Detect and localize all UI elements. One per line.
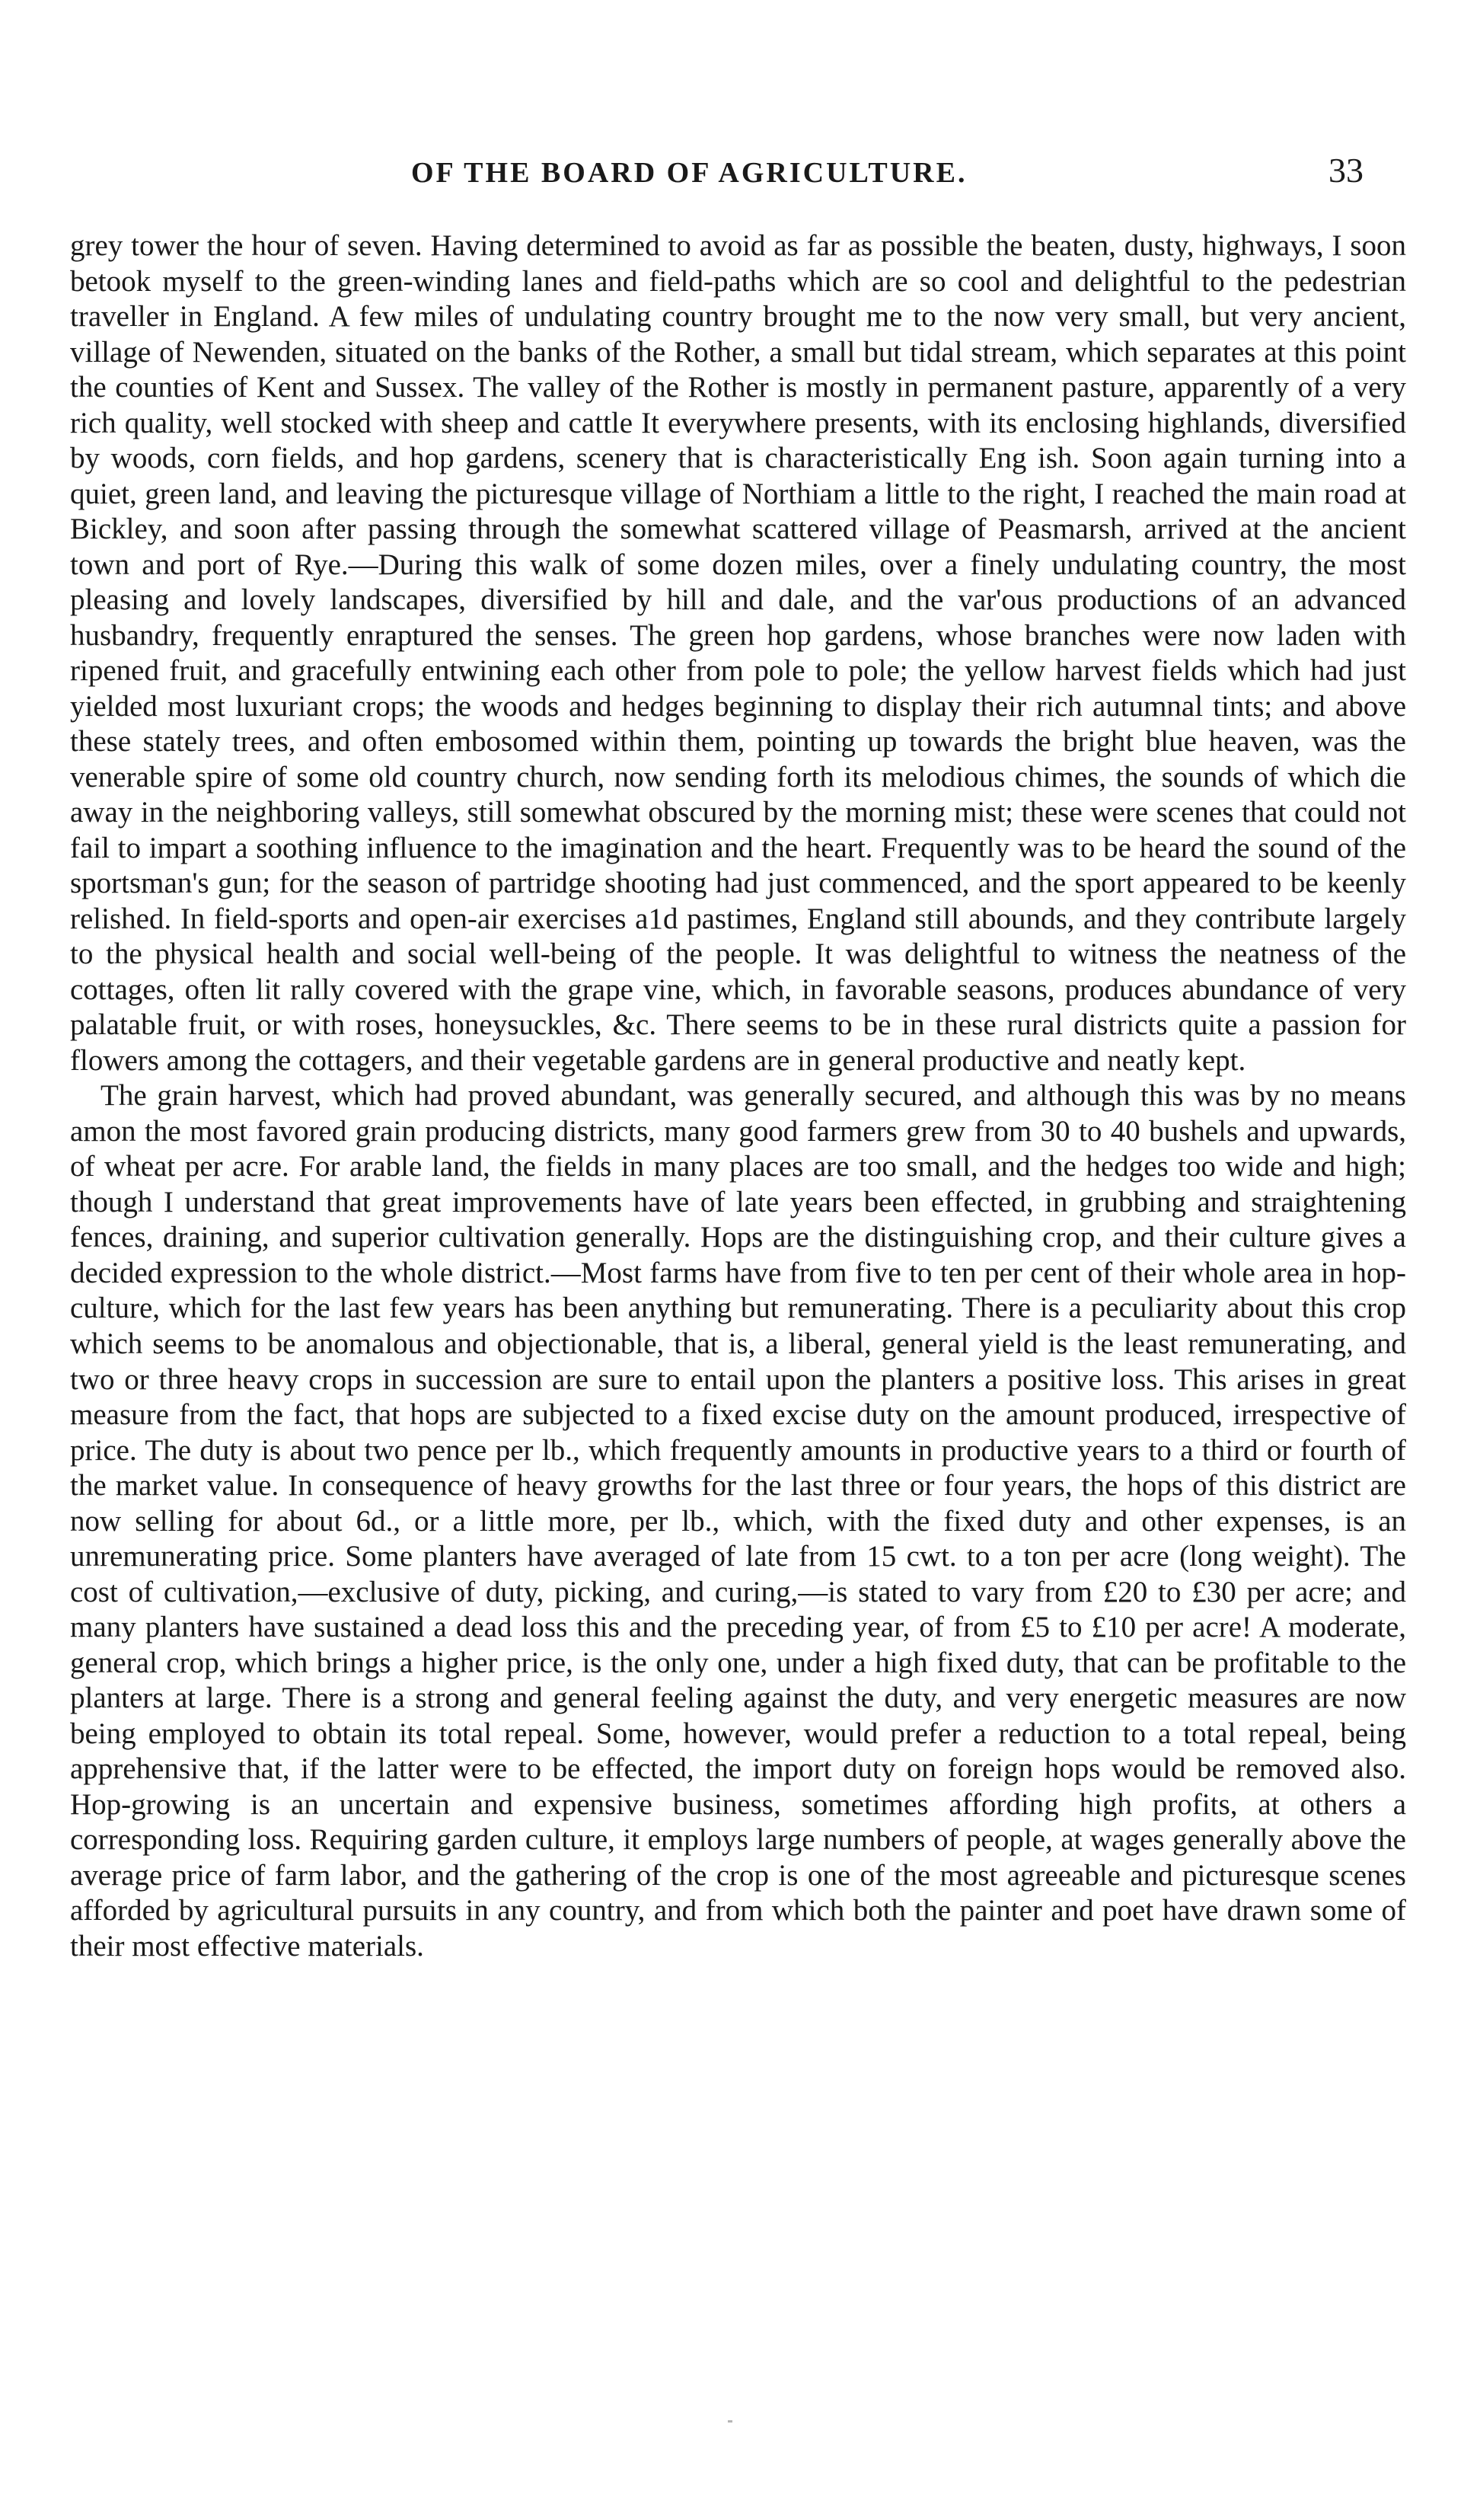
paragraph: The grain harvest, which had proved abundant, was generally secured, and although this was by no means amon the most favored grain producing districts, many good farmers grew from 30 to 40 bushels and upwards, of wheat per acre. For arable land, the fields in many places are too small, and the hedges too wide and high; though I understand that great improvements have of late years been effected, in grubbing and straightening fences, draining, and superior cultivation generally. Hops are the distinguishing crop, and their culture gives a decided expression to the whole district.—Most farms have from five to ten per cent of their whole area in hop-culture, which for the last few years has been anything but remunerating. There is a peculiarity about this crop which seems to be anomalous and objectionable, that is, a liberal, general yield is the least remunerating, and two or three heavy crops in succession are sure to entail upon the planters a positive loss. This arises in great measure from the fact, that hops are subjected to a fixed excise duty on the amount produced, irrespective of price. The duty is about two pence per lb., which frequently amounts in productive years to a third or fourth of the market value. In consequence of heavy growths for the last three or four years, the hops of this district are now selling for about 6d., or a little more, per lb., which, with the fixed duty and other expenses, is an unremunerating price. Some planters have averaged of late from 15 cwt. to a ton per acre (long weight). The cost of cultivation,—exclusive of duty, picking, and curing,—is stated to vary from £20 to £30 per acre; and many planters have sustained a dead loss this and the preceding year, of from £5 to £10 per acre! A moderate, general crop, which brings a higher price, is the only one, under a high fixed duty, that can be profitable to the planters at large. There is a strong and general feeling against the duty, and very energetic measures are now being employed to obtain its total repeal. Some, however, would prefer a reduction to a total repeal, being apprehensive that, if the latter were to be effected, the import duty on foreign hops would be removed also. Hop-growing is an uncertain and expensive business, sometimes affording high profits, at others a corresponding loss. Requiring garden culture, it employs large numbers of people, at wages generally above the average price of farm labor, and the gathering of the crop is one of the most agreeable and picturesque scenes afforded by agricultural pursuits in any country, and from which both the painter and poet have drawn some of their most effective materials. xyxy=(70,1079,1406,1963)
page-number: 33 xyxy=(1328,151,1364,190)
running-head xyxy=(0,151,1464,202)
running-title: OF THE BOARD OF AGRICULTURE. xyxy=(411,157,968,189)
paragraph: grey tower the hour of seven. Having determined to avoid as far as possible the beaten, dusty, highways, I soon betook myself to the green-winding lanes and field-paths which are so cool and delightful to the pedestrian traveller in England. A few miles of undulating country brought me to the now very small, but very ancient, village of Newenden, situated on the banks of the Rother, a small but tidal stream, which separates at this point the counties of Kent and Sussex. The valley of the Rother is mostly in permanent pasture, apparently of a very rich quality, well stocked with sheep and cattle It everywhere presents, with its enclosing highlands, diversified by woods, corn fields, and hop gardens, scenery that is characteristically Eng ish. Soon again turning into a quiet, green land, and leaving the picturesque village of Northiam a little to the right, I reached the main road at Bickley, and soon after passing through the somewhat scattered village of Peasmarsh, arrived at the ancient town and port of Rye.—During this walk of some dozen miles, over a finely undulating country, the most pleasing and lovely landscapes, diversified by hill and dale, and the var'ous productions of an advanced husbandry, frequently enraptured the senses. The green hop gardens, whose branches were now laden with ripened fruit, and gracefully entwining each other from pole to pole; the yellow harvest fields which had just yielded most luxuriant crops; the woods and hedges beginning to display their rich autumnal tints; and above these stately trees, and often embosomed within them, pointing up towards the bright blue heaven, was the venerable spire of some old country church, now sending forth its melodious chimes, the sounds of which die away in the neighboring valleys, still somewhat obscured by the morning mist; these were scenes that could not fail to impart a soothing influence to the imagination and the heart. Frequently was to be heard the sound of the sportsman's gun; for the season of partridge shooting had just commenced, and the sport appeared to be keenly relished. In field-sports and open-air exercises a1d pastimes, England still abounds, and they contribute largely to the physical health and social well-being of the people. It was delightful to witness the neatness of the cottages, often lit rally covered with the grape vine, which, in favorable seasons, produces abundance of very palatable fruit, or with roses, honeysuckles, &c. There seems to be in these rural districts quite a passion for flowers among the cottagers, and their vegetable gardens are in general productive and neatly kept. xyxy=(70,229,1406,1077)
page-footer-mark xyxy=(728,2420,732,2423)
body-text xyxy=(70,228,1406,1964)
